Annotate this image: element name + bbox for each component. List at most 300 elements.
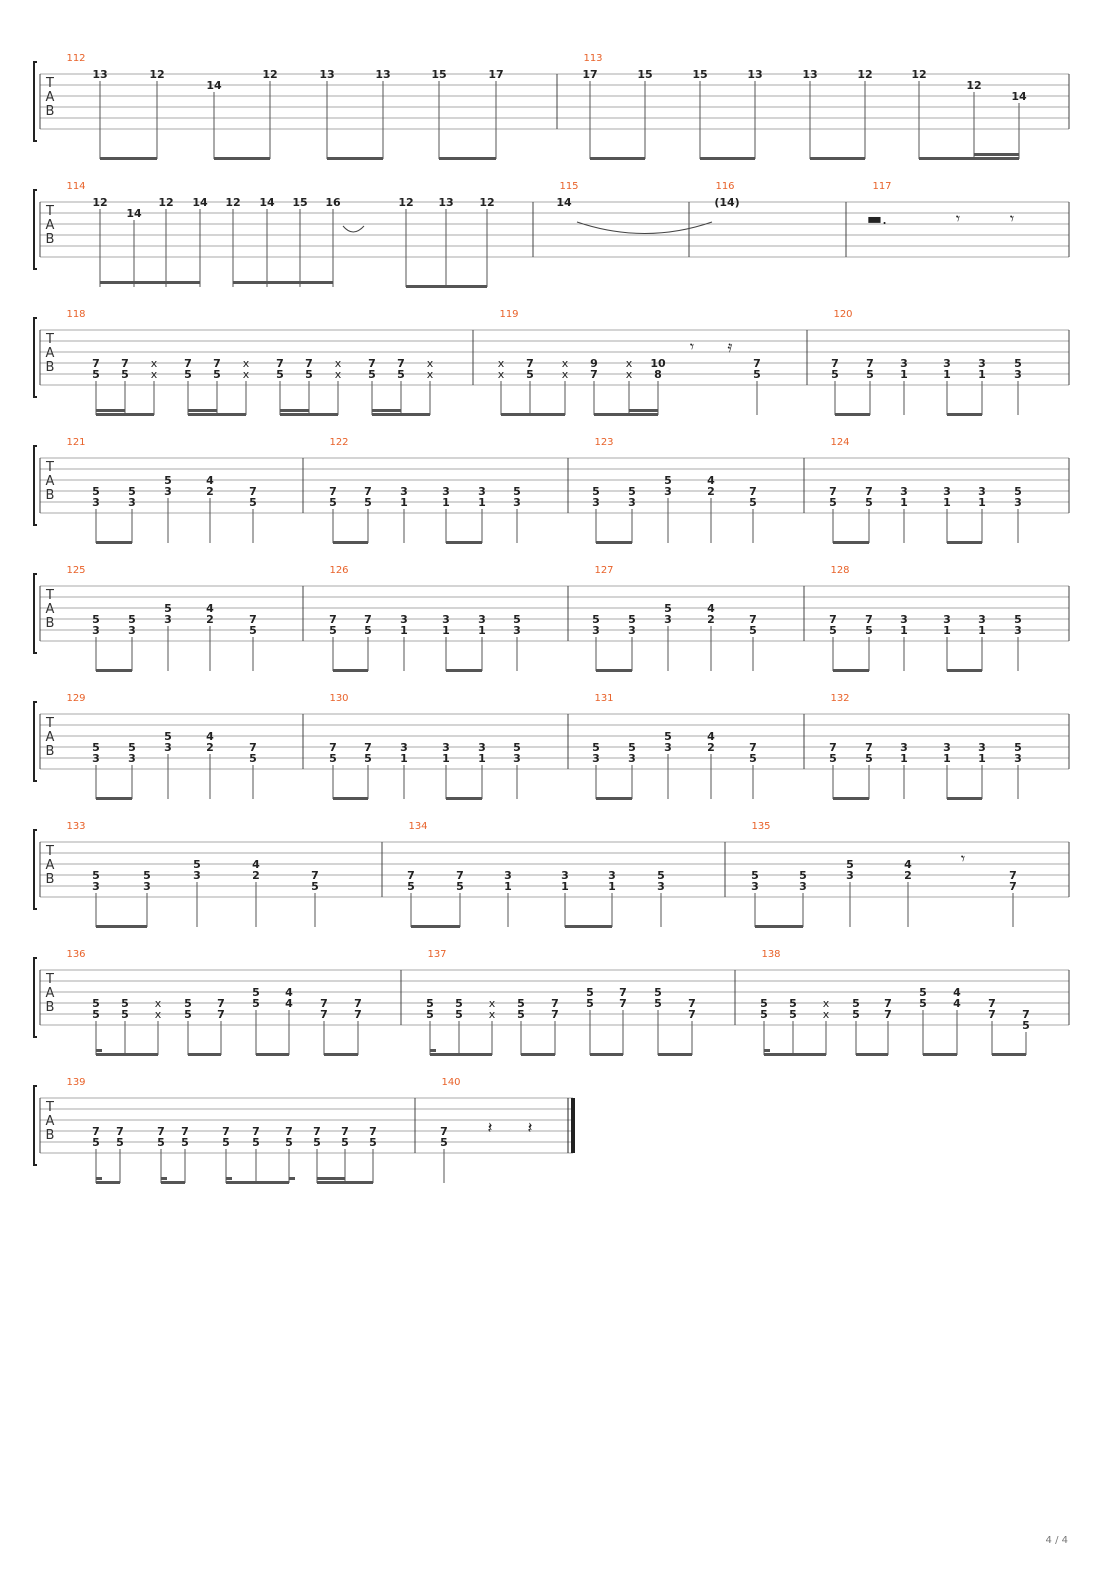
fret-number: 5	[184, 1008, 192, 1021]
beam	[596, 541, 632, 544]
measure-number: 135	[751, 821, 771, 832]
fret-number: 5	[164, 730, 172, 743]
beam	[333, 669, 368, 672]
beam	[214, 157, 270, 160]
system-bracket	[34, 318, 37, 397]
beam	[188, 1053, 221, 1056]
fret-number: 7	[313, 1125, 321, 1138]
fret-number: 1	[978, 752, 986, 765]
fret-number: 4	[953, 986, 961, 999]
beam	[700, 157, 755, 160]
dead-note: x	[822, 997, 830, 1010]
fret-number: 3	[400, 741, 408, 754]
fret-number: 5	[654, 986, 662, 999]
rest-symbol: ▬.	[866, 209, 888, 228]
fret-number: 1	[900, 496, 908, 509]
beam	[96, 1181, 120, 1184]
fret-number: 5	[789, 997, 797, 1010]
system-bracket	[34, 702, 37, 781]
fret-number: 1	[900, 752, 908, 765]
fret-number: 5	[592, 613, 600, 626]
fret-number: 5	[249, 496, 257, 509]
fret-number: 7	[831, 357, 839, 370]
fret-number: 4	[285, 997, 293, 1010]
beam	[96, 541, 132, 544]
fret-number: 5	[526, 368, 534, 381]
fret-number: 1	[943, 496, 951, 509]
fret-number: 3	[1014, 496, 1022, 509]
fret-number: 5	[751, 869, 759, 882]
fret-number: 5	[368, 368, 376, 381]
tab-clef-letter: B	[45, 488, 55, 503]
fret-number: 5	[852, 997, 860, 1010]
tab-clef-letter: A	[45, 986, 55, 1001]
measure-number: 138	[761, 949, 781, 960]
system-bracket	[34, 574, 37, 653]
fret-number: 7	[688, 997, 696, 1010]
beam	[100, 281, 200, 284]
fret-number: 3	[751, 880, 759, 893]
measure-number: 120	[833, 309, 853, 320]
fret-number: 13	[319, 68, 335, 81]
dead-note: x	[154, 997, 162, 1010]
fret-number: 5	[628, 485, 636, 498]
fret-number: 1	[943, 624, 951, 637]
fret-number: 7	[829, 741, 837, 754]
fret-number: 5	[846, 858, 854, 871]
fret-number: 3	[664, 613, 672, 626]
fret-number: 2	[707, 741, 715, 754]
beam	[96, 1177, 102, 1180]
beam	[856, 1053, 888, 1056]
fret-number: 3	[592, 752, 600, 765]
fret-number: 3	[900, 485, 908, 498]
dead-note: x	[426, 368, 434, 381]
measure-number: 121	[66, 437, 86, 448]
fret-number: 1	[478, 624, 486, 637]
fret-number: 7	[285, 1125, 293, 1138]
tab-clef-letter: A	[45, 1114, 55, 1129]
measure-number: 124	[830, 437, 850, 448]
fret-number: 1	[478, 496, 486, 509]
tab-clef-letter: T	[46, 972, 54, 987]
measure-number: 112	[66, 53, 86, 64]
fret-number: 3	[943, 741, 951, 754]
fret-number: 4	[904, 858, 912, 871]
tab-clef-letter: A	[45, 858, 55, 873]
beam	[919, 157, 1019, 160]
fret-number: 5	[865, 752, 873, 765]
fret-number: 4	[252, 858, 260, 871]
measure-number: 123	[594, 437, 614, 448]
fret-number: 7	[354, 997, 362, 1010]
fret-number: 7	[988, 997, 996, 1010]
beam	[947, 413, 982, 416]
dead-note: x	[488, 997, 496, 1010]
measure-number: 139	[66, 1077, 86, 1088]
fret-number: 5	[866, 368, 874, 381]
fret-number: 3	[478, 485, 486, 498]
fret-number: 5	[455, 1008, 463, 1021]
fret-number: 5	[329, 752, 337, 765]
fret-number: 3	[164, 741, 172, 754]
dead-note: x	[242, 368, 250, 381]
fret-number: 5	[184, 997, 192, 1010]
fret-number: 3	[92, 880, 100, 893]
fret-number: 7	[320, 1008, 328, 1021]
fret-number: 3	[92, 752, 100, 765]
fret-number: 5	[364, 496, 372, 509]
beam	[372, 409, 401, 412]
fret-number: 2	[707, 613, 715, 626]
measure-number: 126	[329, 565, 349, 576]
dead-note: x	[488, 1008, 496, 1021]
fret-number: 5	[213, 368, 221, 381]
beam	[521, 1053, 555, 1056]
fret-number: 5	[128, 485, 136, 498]
fret-number: 7	[866, 357, 874, 370]
fret-number: 5	[305, 368, 313, 381]
measure-number: 140	[441, 1077, 461, 1088]
system-bracket	[34, 830, 37, 909]
tab-clef-letter: B	[45, 1128, 55, 1143]
fret-number: 7	[121, 357, 129, 370]
dead-note: x	[426, 357, 434, 370]
fret-number: 5	[285, 1136, 293, 1149]
fret-number: 5	[364, 752, 372, 765]
beam	[590, 157, 645, 160]
fret-number: 5	[276, 368, 284, 381]
tab-clef-letter: A	[45, 346, 55, 361]
fret-number: 5	[92, 1136, 100, 1149]
tab-clef-letter: T	[46, 844, 54, 859]
rest-symbol: 𝄾	[960, 849, 966, 868]
fret-number: 5	[249, 624, 257, 637]
fret-number: 2	[904, 869, 912, 882]
fret-number: 3	[92, 496, 100, 509]
rest-symbol: 𝄽	[487, 1118, 493, 1137]
tab-clef-letter: T	[46, 332, 54, 347]
fret-number: 3	[978, 613, 986, 626]
system-bracket	[34, 446, 37, 525]
fret-number: 7	[407, 869, 415, 882]
fret-number: 7	[865, 613, 873, 626]
fret-number: 5	[664, 602, 672, 615]
measure-number: 113	[583, 53, 603, 64]
fret-number: 5	[92, 613, 100, 626]
fret-number: 5	[313, 1136, 321, 1149]
beam	[256, 1053, 289, 1056]
fret-number: 5	[222, 1136, 230, 1149]
fret-number: 4	[707, 474, 715, 487]
fret-number: 1	[608, 880, 616, 893]
fret-number: 17	[488, 68, 504, 81]
tab-clef-letter: A	[45, 218, 55, 233]
fret-number: 1	[400, 496, 408, 509]
fret-number: 3	[442, 741, 450, 754]
fret-number: 3	[1014, 368, 1022, 381]
beam	[188, 413, 246, 416]
fret-number: 13	[375, 68, 391, 81]
fret-number: 7	[688, 1008, 696, 1021]
rest-symbol: 𝄽	[527, 1118, 533, 1137]
beam	[658, 1053, 692, 1056]
fret-number: 3	[478, 741, 486, 754]
fret-number: 3	[900, 741, 908, 754]
fret-number: 7	[1009, 869, 1017, 882]
fret-number: (14)	[714, 196, 740, 209]
fret-number: 3	[164, 485, 172, 498]
fret-number: 12	[398, 196, 414, 209]
beam	[764, 1053, 826, 1056]
beam	[755, 925, 803, 928]
fret-number: 1	[504, 880, 512, 893]
fret-number: 7	[364, 485, 372, 498]
page-indicator: 4 / 4	[1045, 1535, 1068, 1546]
fret-number: 5	[121, 997, 129, 1010]
fret-number: 7	[92, 357, 100, 370]
fret-number: 7	[884, 1008, 892, 1021]
fret-number: 7	[749, 485, 757, 498]
fret-number: 3	[799, 880, 807, 893]
fret-number: 5	[426, 1008, 434, 1021]
rest-symbol: 𝄾	[955, 209, 961, 228]
beam	[280, 409, 309, 412]
rest-symbol: 𝄾	[689, 337, 695, 356]
fret-number: 3	[513, 624, 521, 637]
tab-clef-letter: B	[45, 232, 55, 247]
beam	[161, 1177, 167, 1180]
fret-number: 5	[799, 869, 807, 882]
fret-number: 13	[92, 68, 108, 81]
tab-clef-letter: A	[45, 474, 55, 489]
tab-clef-letter: A	[45, 730, 55, 745]
fret-number: 5	[164, 602, 172, 615]
beam	[810, 157, 865, 160]
beam	[333, 797, 368, 800]
fret-number: 5	[329, 624, 337, 637]
fret-number: 5	[164, 474, 172, 487]
fret-number: 7	[252, 1125, 260, 1138]
tab-clef-letter: B	[45, 744, 55, 759]
measure-number: 127	[594, 565, 614, 576]
measure-number: 114	[66, 181, 86, 192]
fret-number: 7	[329, 741, 337, 754]
fret-number: 5	[919, 986, 927, 999]
fret-number: 14	[259, 196, 275, 209]
measure-number: 116	[715, 181, 735, 192]
fret-number: 5	[121, 368, 129, 381]
beam	[501, 413, 565, 416]
beam	[446, 541, 482, 544]
fret-number: 3	[592, 496, 600, 509]
beam	[96, 413, 154, 416]
fret-number: 7	[397, 357, 405, 370]
fret-number: 5	[760, 997, 768, 1010]
beam	[161, 1181, 185, 1184]
fret-number: 3	[478, 613, 486, 626]
beam	[317, 1177, 345, 1180]
fret-number: 10	[650, 357, 666, 370]
fret-number: 1	[400, 752, 408, 765]
measure-number: 131	[594, 693, 614, 704]
fret-number: 7	[249, 613, 257, 626]
fret-number: 3	[900, 357, 908, 370]
fret-number: 7	[884, 997, 892, 1010]
fret-number: 7	[829, 613, 837, 626]
fret-number: 7	[456, 869, 464, 882]
fret-number: 7	[329, 485, 337, 498]
dead-note: x	[334, 357, 342, 370]
beam	[333, 541, 368, 544]
fret-number: 1	[978, 624, 986, 637]
beam	[327, 157, 383, 160]
tab-clef-letter: A	[45, 90, 55, 105]
fret-number: 3	[628, 624, 636, 637]
fret-number: 5	[517, 1008, 525, 1021]
dead-note: x	[242, 357, 250, 370]
fret-number: 5	[829, 752, 837, 765]
beam	[96, 409, 125, 412]
beam	[974, 153, 1019, 156]
fret-number: 5	[664, 474, 672, 487]
fret-number: 7	[184, 357, 192, 370]
measure-number: 128	[830, 565, 850, 576]
fret-number: 3	[608, 869, 616, 882]
fret-number: 7	[526, 357, 534, 370]
fret-number: 5	[143, 869, 151, 882]
beam	[188, 409, 217, 412]
fret-number: 3	[164, 613, 172, 626]
measure-number: 129	[66, 693, 86, 704]
fret-number: 5	[749, 752, 757, 765]
fret-number: 1	[561, 880, 569, 893]
fret-number: 5	[749, 496, 757, 509]
beam	[764, 1049, 770, 1052]
fret-number: 7	[116, 1125, 124, 1138]
fret-number: 12	[158, 196, 174, 209]
fret-number: 14	[1011, 90, 1027, 103]
measure-number: 119	[499, 309, 519, 320]
fret-number: 3	[442, 485, 450, 498]
fret-number: 1	[943, 368, 951, 381]
fret-number: 7	[865, 485, 873, 498]
fret-number: 5	[628, 613, 636, 626]
fret-number: 5	[513, 613, 521, 626]
fret-number: 7	[157, 1125, 165, 1138]
beam	[233, 281, 333, 284]
beam	[923, 1053, 957, 1056]
beam	[446, 285, 487, 288]
fret-number: 5	[252, 986, 260, 999]
beam	[833, 541, 869, 544]
fret-number: 5	[586, 986, 594, 999]
dead-note: x	[334, 368, 342, 381]
rest-symbol: 𝄿	[727, 337, 733, 356]
fret-number: 5	[329, 496, 337, 509]
beam	[947, 669, 982, 672]
measure-number: 134	[408, 821, 428, 832]
fret-number: 5	[92, 485, 100, 498]
fret-number: 15	[637, 68, 653, 81]
fret-number: 7	[217, 1008, 225, 1021]
dead-note: x	[150, 357, 158, 370]
measure-number: 136	[66, 949, 86, 960]
fret-number: 5	[249, 752, 257, 765]
fret-number: 14	[206, 79, 222, 92]
fret-number: 5	[789, 1008, 797, 1021]
fret-number: 5	[128, 741, 136, 754]
fret-number: 3	[1014, 624, 1022, 637]
tab-clef-letter: B	[45, 872, 55, 887]
fret-number: 3	[664, 485, 672, 498]
tab-clef-letter: A	[45, 602, 55, 617]
fret-number: 5	[252, 1136, 260, 1149]
fret-number: 12	[149, 68, 165, 81]
dead-note: x	[497, 368, 505, 381]
fret-number: 3	[92, 624, 100, 637]
beam	[430, 1049, 436, 1052]
fret-number: 5	[92, 1008, 100, 1021]
dead-note: x	[497, 357, 505, 370]
fret-number: 1	[978, 368, 986, 381]
fret-number: 5	[657, 869, 665, 882]
fret-number: 12	[92, 196, 108, 209]
fret-number: 3	[442, 613, 450, 626]
tab-clef-letter: T	[46, 204, 54, 219]
fret-number: 3	[128, 496, 136, 509]
fret-number: 5	[92, 997, 100, 1010]
fret-number: 12	[966, 79, 982, 92]
beam	[565, 925, 612, 928]
fret-number: 2	[206, 741, 214, 754]
system-bracket	[34, 62, 37, 141]
fret-number: 5	[749, 624, 757, 637]
beam	[96, 1049, 102, 1052]
beam	[96, 1053, 158, 1056]
fret-number: 2	[206, 485, 214, 498]
dead-note: x	[561, 357, 569, 370]
fret-number: 7	[551, 1008, 559, 1021]
fret-number: 5	[760, 1008, 768, 1021]
fret-number: 8	[654, 368, 662, 381]
beam	[596, 797, 632, 800]
fret-number: 7	[1009, 880, 1017, 893]
measure-number: 137	[427, 949, 447, 960]
beam	[833, 669, 869, 672]
fret-number: 7	[311, 869, 319, 882]
fret-number: 3	[143, 880, 151, 893]
beam	[372, 413, 430, 416]
fret-number: 7	[329, 613, 337, 626]
fret-number: 4	[206, 730, 214, 743]
beam	[594, 413, 658, 416]
fret-number: 7	[749, 741, 757, 754]
tab-clef-letter: B	[45, 104, 55, 119]
fret-number: 9	[590, 357, 598, 370]
fret-number: 12	[262, 68, 278, 81]
beam	[226, 1181, 289, 1184]
fret-number: 5	[92, 741, 100, 754]
fret-number: 3	[978, 357, 986, 370]
fret-number: 5	[628, 741, 636, 754]
fret-number: 7	[590, 368, 598, 381]
beam	[96, 797, 132, 800]
fret-number: 3	[128, 752, 136, 765]
fret-number: 3	[513, 752, 521, 765]
system-bracket	[34, 1086, 37, 1165]
fret-number: 5	[586, 997, 594, 1010]
